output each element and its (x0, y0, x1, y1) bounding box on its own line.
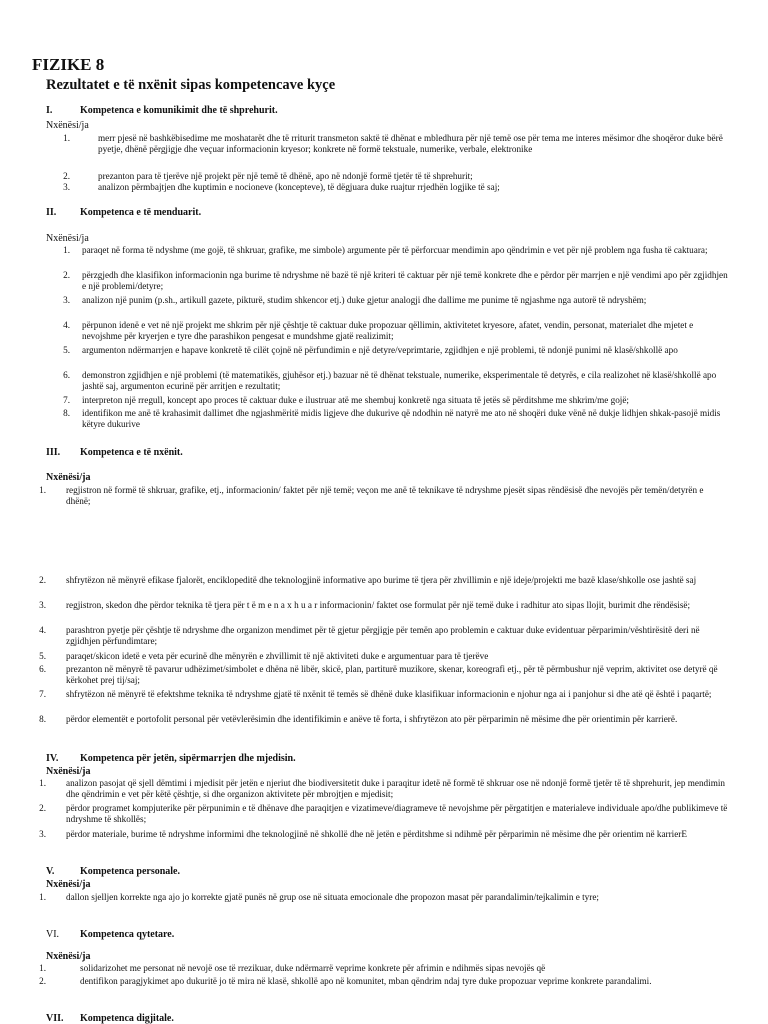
section-number: III. (46, 447, 61, 458)
list-item-number: 3. (63, 182, 70, 192)
list-item-text: paraqet në forma të ndyshme (me gojë, të shkruar, grafike, me simbole) argumente për të përforcuar mendimin apo qëndrimin e vet për një problem nga fusha të caktuara; (82, 245, 708, 255)
list-item-number: 3. (39, 829, 46, 839)
section-number: IV. (46, 753, 59, 764)
list-item-text: paraqet/skicon idetë e veta për ecurinë dhe mënyrën e zhvillimit të një aktiviteti duke e argumentuar para të tjerëve (66, 651, 489, 661)
section-heading (46, 929, 174, 941)
list-item-text: shfrytëzon në mënyrë efikase fjalorët, enciklopeditë dhe teknologjinë informative apo burime të tjera për zhvillimin e një ideje/projekti me bazë klase/shkolle ose jashtë saj (66, 575, 697, 585)
section-title: Kompetenca për jetën, sipërmarrjen dhe mjedisin. (80, 753, 296, 764)
list-item-number: 6. (63, 370, 70, 380)
list-item-number: 1. (63, 133, 70, 143)
list-item-text: dallon sjelljen korrekte nga ajo jo korrekte gjatë punës në grup ose në situata emocionale dhe propozon masat për parandalimin/tejkalimin e tyre; (66, 892, 599, 902)
list-item-number: 3. (39, 600, 46, 610)
section-title: Kompetenca e të menduarit. (80, 207, 202, 218)
section-heading (46, 447, 183, 459)
list-item-text: argumenton ndërmarrjen e hapave konkretë të cilët çojnë në përfundimin e një detyre/veprimtarie, zgjidhjen e një problemi, të ndonjë punimi në klasë/shkollë apo (82, 345, 678, 355)
list-item-number: 2. (39, 575, 46, 585)
list-item-text: përpunon idenë e vet në një projekt me shkrim për një çështje të caktuar duke propozuar qëllimin, aktivitetet kryesore, afatet, vendin, personat, materialet dhe mjetet e nevojshme për kryerjen e tyre dhe parashikon pengesat e mundshme gjatë realizimit; (82, 320, 694, 341)
list-item-text: regjistron, skedon dhe përdor teknika të tjera për t ë m e n a x h u a r informacionin/ faktet ose formulat për një temë duke i radhitur ato sipas llojit, burimit dhe rëndësisë; (66, 600, 691, 610)
list-item-text: analizon pasojat që sjell dëmtimi i mjedisit për jetën e njeriut dhe biodiversitetit duke i paraqitur idetë në formë të shkruar ose në ndonjë formë tjetër të të shprehurit, jep mendimin dhe qëndrimin e vet për këtë çështje, si dhe organizon aktivitete për mbrojtjen e mjedisit; (66, 778, 726, 799)
section-number: VI. (46, 929, 60, 940)
list-item-text: përdor programet kompjuterike për përpunimin e të dhënave dhe paraqitjen e vizatimeve/diagrameve të nevojshme për përgatitjen e materialeve individuale apo/dhe publikimeve të ndryshme të shkollës; (66, 803, 728, 824)
list-item-number: 7. (63, 395, 70, 405)
document-title: FIZIKE 8 (32, 55, 105, 74)
section-number: I. (46, 105, 53, 116)
list-item-number: 2. (39, 976, 46, 986)
list-item-text: përdor elementët e portofolit personal për vetëvlerësimin dhe identifikimin e anëve të forta, i shfrytëzon ato për përparimin në mësime dhe për orientimin për karrierë. (66, 714, 678, 724)
student-label: Nxënësi/ja (46, 120, 89, 131)
section-title: Kompetenca qytetare. (80, 929, 175, 940)
list-item-number: 4. (63, 320, 70, 330)
list-item-number: 1. (63, 245, 70, 255)
list-item-text: solidarizohet me personat në nevojë ose të rrezikuar, duke ndërmarrë veprime konkrete për afrimin e ndihmës sipas nevojës që (80, 963, 546, 973)
student-label: Nxënësi/ja (46, 472, 91, 483)
list-item-text: parashtron pyetje për çështje të ndryshme dhe organizon mendimet për të gjetur përgjigje për temën apo problemin e caktuar duke evidentuar përparimin/vështirësitë deri në zgjidhjen përfundimtare; (66, 625, 700, 646)
list-item-text: regjistron në formë të shkruar, grafike, etj., informacionin/ faktet për një temë; veçon me anë të teknikave të ndryshme pjesët sipas rëndësisë dhe nevojës për temën/detyrën e dhënë; (66, 485, 704, 506)
list-item-text: identifikon me anë të krahasimit dallimet dhe ngjashmëritë midis ligjeve dhe dukurive që ndodhin në natyrë me ato në shoqëri duke vënë në dukje lidhjen shkak-pasojë midis këtyre dukurive (82, 408, 721, 429)
document-subtitle: Rezultatet e të nxënit sipas kompetencave kyçe (46, 77, 336, 93)
list-item-number: 1. (39, 485, 46, 495)
list-item-text: shfrytëzon në mënyrë të efektshme teknika të ndryshme gjatë të nxënit të temës së dhënë duke klasifikuar informacionin e njohur nga ai i panjohur si dhe atë që është i paqartë; (66, 689, 712, 699)
section-heading (46, 866, 180, 878)
list-item-number: 1. (39, 778, 46, 788)
section-number: V. (46, 866, 55, 877)
list-item-number: 2. (63, 270, 70, 280)
student-label: Nxënësi/ja (46, 233, 89, 244)
section-number: II. (46, 207, 57, 218)
list-item-text: prezanton para të tjerëve një projekt për një temë të dhënë, apo në ndonjë formë tjetër të të shprehurit; (98, 171, 473, 181)
list-item-number: 5. (39, 651, 46, 661)
list-item-number: 8. (39, 714, 46, 724)
section-title: Kompetenca e të nxënit. (80, 447, 183, 458)
list-item-text: përdor materiale, burime të ndryshme informimi dhe teknologjinë në shkollë dhe në jetën e përditshme si ndihmë për përparimin në mësime dhe për orientim në karrierE (66, 829, 687, 839)
list-item-number: 2. (39, 803, 46, 813)
student-label: Nxënësi/ja (46, 766, 91, 777)
list-item-text: interpreton një rregull, koncept apo proces të caktuar duke e ilustruar atë me shembuj konkretë nga situata të jetës së përditshme me shkrim/me gojë; (82, 395, 629, 405)
student-label: Nxënësi/ja (46, 879, 91, 890)
section-title: Kompetenca personale. (80, 866, 180, 877)
list-item-number: 4. (39, 625, 46, 635)
list-item-text: analizon një punim (p.sh., artikull gazete, pikturë, studim shkencor etj.) duke gjetur analogji dhe dallime me punime të ngjashme nga autorë të ndryshëm; (82, 295, 647, 305)
list-item-text: demonstron zgjidhjen e një problemi (të matematikës, gjuhësor etj.) bazuar në të dhënat tekstuale, numerike, eksperimentale të detyrës, e cila realizohet në klasë/shkollë apo jashtë saj, argumenton ecurinë për arritjen e rezultatit; (82, 370, 717, 391)
section-number: VII. (46, 1013, 64, 1024)
list-item-number: 1. (39, 963, 46, 973)
student-label: Nxënësi/ja (46, 951, 91, 962)
section-heading (46, 753, 296, 765)
list-item-number: 1. (39, 892, 46, 902)
section-title: Kompetenca digjitale. (80, 1013, 174, 1024)
list-item-text: dentifikon paragjykimet apo dukuritë jo të mira në klasë, shkollë apo në komunitet, mban qëndrim ndaj tyre duke propozuar veprime konkrete parandalimi. (80, 976, 652, 986)
list-item-number: 3. (63, 295, 70, 305)
section-heading (46, 1013, 174, 1024)
section-heading (46, 207, 201, 219)
list-item-text: prezanton në mënyrë të pavarur udhëzimet/simbolet e dhëna në libër, skicë, plan, partiturë muzikore, skenar, koreografi etj., për të përmbushur një veprim, aktivitet ose detyrë që kërkohet prej tij/saj; (66, 664, 718, 685)
section-heading (46, 105, 278, 117)
list-item-text: përzgjedh dhe klasifikon informacionin nga burime të ndryshme në bazë të një kriteri të caktuar për një temë konkrete dhe e përdor për marrjen e një vendimi apo për zgjidhjen e një problemi/detyre; (82, 270, 728, 291)
list-item-number: 8. (63, 408, 70, 418)
list-item-number: 2. (63, 171, 70, 181)
list-item-number: 6. (39, 664, 46, 674)
section-title: Kompetenca e komunikimit dhe të shprehurit. (80, 105, 278, 116)
list-item-number: 7. (39, 689, 46, 699)
list-item-text: analizon përmbajtjen dhe kuptimin e nocioneve (koncepteve), të dëgjuara duke ruajtur rrjedhën logjike të saj; (98, 182, 500, 192)
list-item-text: merr pjesë në bashkëbisedime me moshatarët dhe të rriturit transmeton saktë të dhënat e mbledhura për një temë ose për tema me interes mësimor dhe shoqëror duke bërë pyetje, dhënë përgjigje dhe veçuar informacionin kryesor; konkrete në formë tekstuale, numerike, verbale, elektronike (98, 133, 723, 154)
list-item-number: 5. (63, 345, 70, 355)
